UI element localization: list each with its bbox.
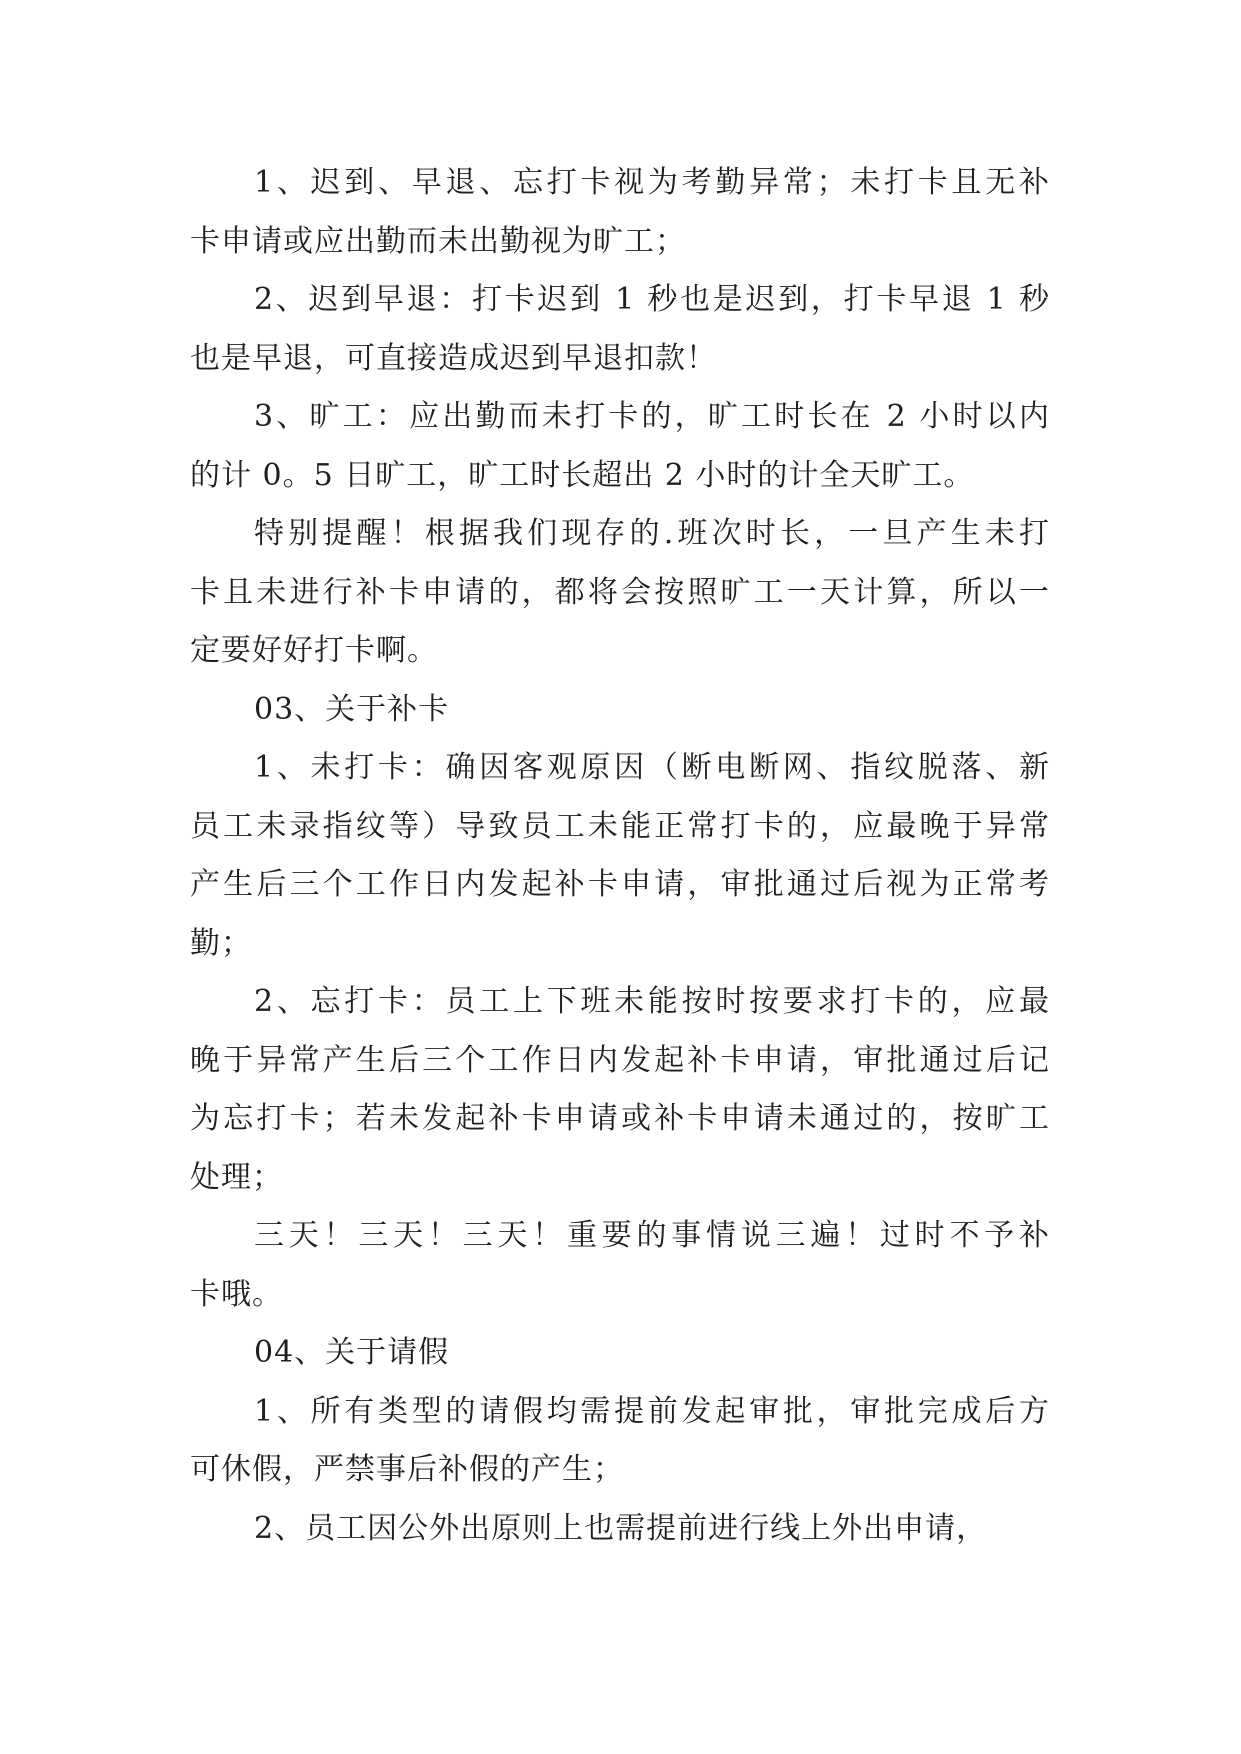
section-heading: 03、关于补卡 (254, 691, 450, 727)
text-line: 也是早退，可直接造成迟到早退扣款！ (190, 340, 717, 376)
text-line: 三天！三天！三天！重要的事情说三遍！过时不予补 (254, 1218, 1050, 1253)
text-line: 卡申请或应出勤而未出勤视为旷工； (190, 223, 686, 259)
text-line: 产生后三个工作日内发起补卡申请，审批通过后视为正常考 (190, 867, 1050, 902)
paragraph-special-reminder (190, 505, 1050, 681)
text-line: 2、忘打卡：员工上下班未能按时按要求打卡的，应最 (254, 984, 1050, 1019)
paragraph-leave-approval (190, 1383, 1050, 1500)
text-line: 的计 0。5 日旷工，旷工时长超出 2 小时的计全天旷工。 (190, 457, 975, 493)
text-line: 卡且未进行补卡申请的，都将会按照旷工一天计算，所以一 (190, 574, 1050, 610)
text-line: 1、未打卡：确因客观原因（断电断网、指纹脱落、新 (254, 750, 1050, 785)
text-line: 为忘打卡；若未发起补卡申请或补卡申请未通过的，按旷工 (190, 1101, 1050, 1136)
text-line: 勤； (190, 925, 252, 961)
paragraph-missed-punch (190, 739, 1050, 973)
text-line: 卡哦。 (190, 1276, 283, 1312)
paragraph-absenteeism (190, 388, 1050, 505)
text-line: 晚于异常产生后三个工作日内发起补卡申请，审批通过后记 (190, 1042, 1050, 1078)
text-line: 员工未录指纹等）导致员工未能正常打卡的，应最晚于异常 (190, 808, 1050, 844)
section-heading-card-replacement (190, 681, 1050, 740)
section-heading-leave (190, 1324, 1050, 1383)
text-line: 可休假，严禁事后补假的产生； (190, 1452, 624, 1487)
text-line: 3、旷工：应出勤而未打卡的，旷工时长在 2 小时以内 (254, 399, 1050, 434)
paragraph-three-days (190, 1207, 1050, 1324)
section-heading: 04、关于请假 (254, 1335, 450, 1370)
text-line: 处理； (190, 1159, 283, 1195)
paragraph-forgot-punch (190, 973, 1050, 1207)
paragraph-late-early (190, 271, 1050, 388)
text-line: 1、所有类型的请假均需提前发起审批，审批完成后方 (254, 1393, 1050, 1429)
text-line: 2、员工因公外出原则上也需提前进行线上外出申请， (254, 1510, 988, 1546)
paragraph-attendance-anomaly (190, 154, 1050, 271)
text-line: 1、迟到、早退、忘打卡视为考勤异常；未打卡且无补 (254, 165, 1050, 200)
document-body (190, 154, 1050, 1558)
text-line: 2、迟到早退：打卡迟到 1 秒也是迟到，打卡早退 1 秒 (254, 282, 1050, 317)
paragraph-business-outing (190, 1500, 1050, 1559)
text-line: 特别提醒！根据我们现存的.班次时长，一旦产生未打 (254, 516, 1050, 551)
text-line: 定要好好打卡啊。 (190, 633, 438, 668)
